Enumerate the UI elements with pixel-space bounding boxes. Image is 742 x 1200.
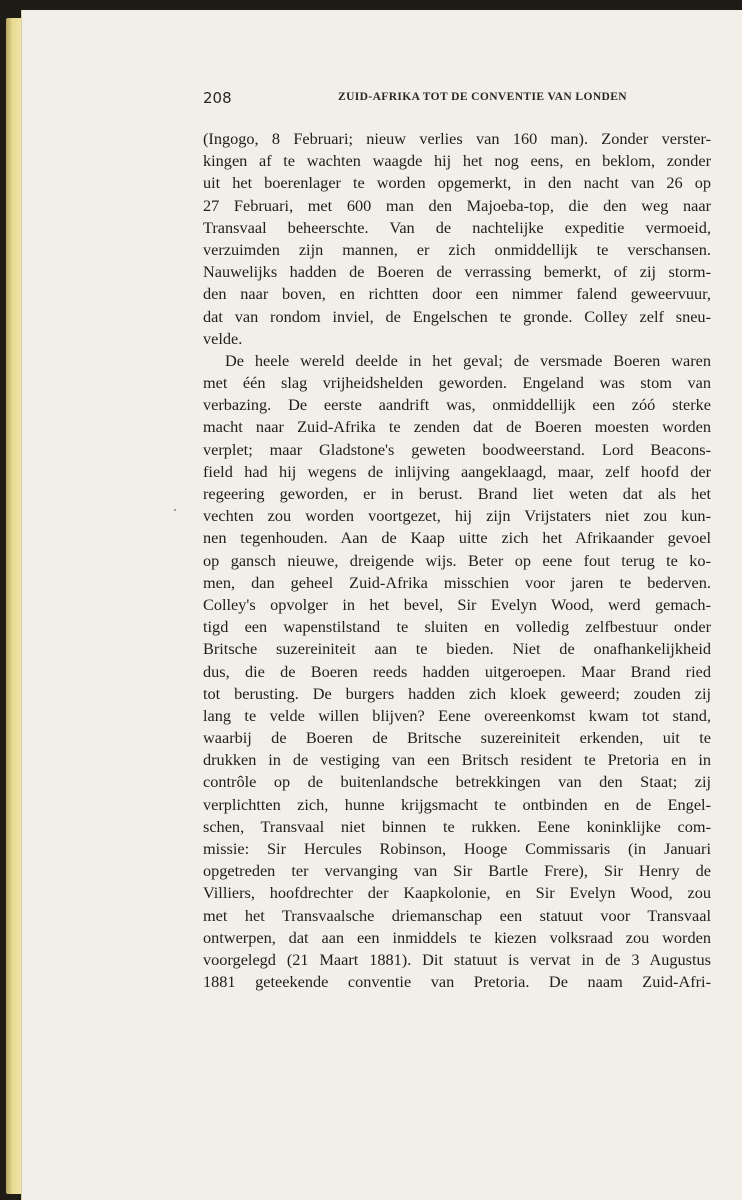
text-line: tigd een wapenstilstand te sluiten en volledig zelfbestuur onder — [203, 617, 711, 637]
page-number: 208 — [203, 89, 232, 107]
text-line: contrôle op de buitenlandsche betrekkingen van den Staat; zij — [203, 772, 711, 792]
text-line: lang te velde willen blijven? Eene overeenkomst kwam tot stand, — [203, 705, 711, 725]
text-line: macht naar Zuid-Afrika te zenden dat de Boeren moesten worden — [203, 417, 711, 437]
text-line: Nauwelijks hadden de Boeren de verrassing bemerkt, of zij storm- — [203, 262, 711, 282]
text-line: uit het boerenlager te worden opgemerkt, in den nacht van 26 op — [203, 173, 711, 193]
text-line: Colley's opvolger in het bevel, Sir Evelyn Wood, werd gemach- — [203, 594, 711, 614]
text-line: Britsche suzereiniteit aan te bieden. Niet de onafhankelijkheid — [203, 639, 711, 659]
text-line: Transvaal beheerschte. Van de nachtelijke expeditie vermoeid, — [203, 217, 711, 237]
text-line: verbazing. De eerste aandrift was, onmiddellijk een zóó sterke — [203, 395, 711, 415]
scan-speck — [174, 509, 176, 511]
text-line: dus, die de Boeren reeds hadden uitgeroepen. Maar Brand ried — [203, 661, 711, 681]
text-line: dat van rondom inviel, de Engelschen te gronde. Colley zelf sneu- — [203, 306, 711, 326]
text-line: drukken in de vestiging van een Britsch resident te Pretoria en in — [203, 750, 711, 770]
text-line: (Ingogo, 8 Februari; nieuw verlies van 160 man). Zonder verster- — [203, 129, 711, 148]
text-line: De heele wereld deelde in het geval; de versmade Boeren waren — [225, 350, 711, 370]
text-line: voorgelegd (21 Maart 1881). Dit statuut is vervat in de 3 Augustus — [203, 949, 711, 969]
text-line: schen, Transvaal niet binnen te rukken. Eene koninklijke com- — [203, 816, 711, 836]
text-line: regeering geworden, er in berust. Brand liet weten dat als het — [203, 484, 711, 503]
text-line: men, dan geheel Zuid-Afrika misschien voor jaren te bederven. — [203, 572, 711, 592]
text-line: missie: Sir Hercules Robinson, Hooge Commissaris (in Januari — [203, 839, 711, 858]
text-line: waarbij de Boeren de Britsche suzereiniteit erkenden, uit te — [203, 728, 711, 748]
text-line: verzuimden zijn mannen, er zich onmiddellijk te verschansen. — [203, 239, 711, 259]
text-line: den naar boven, en richtten door een nimmer falend geweervuur, — [203, 284, 711, 304]
text-line: 1881 geteekende conventie van Pretoria. De naam Zuid-Afri- — [203, 972, 711, 992]
text-line: verplichtten zich, hunne krijgsmacht te ontbinden en de Engel- — [203, 794, 711, 814]
text-line: op gansch nieuwe, dreigende wijs. Beter op eene fout terug te ko- — [203, 550, 711, 570]
text-line: tot berusting. De burgers hadden zich kloek geweerd; zouden zij — [203, 683, 711, 703]
text-line: field had hij wegens de inlijving aangeklaagd, maar, zelf hoofd der — [203, 461, 711, 481]
running-title: ZUID-AFRIKA TOT DE CONVENTIE VAN LONDEN — [338, 91, 627, 103]
text-line: met één slag vrijheidshelden geworden. Engeland was stom van — [203, 373, 711, 393]
text-line: nen tegenhouden. Aan de Kaap uitte zich het Afrikaander gevoel — [203, 528, 711, 548]
running-head — [203, 89, 627, 109]
text-line: Villiers, hoofdrechter der Kaapkolonie, en Sir Evelyn Wood, zou — [203, 883, 711, 903]
text-line: kingen af te wachten waagde hij het nog eens, en beklom, zonder — [203, 151, 711, 171]
paragraph — [203, 350, 711, 993]
body-text — [203, 128, 711, 993]
text-line: ontwerpen, dat aan een inmiddels te kiezen volksraad zou worden — [203, 927, 711, 947]
text-line: opgetreden ter vervanging van Sir Bartle Frere), Sir Henry de — [203, 861, 711, 881]
paragraph — [203, 128, 711, 350]
text-line: 27 Februari, met 600 man den Majoeba-top, die den weg naar — [203, 195, 711, 215]
text-line: velde. — [203, 328, 243, 348]
text-line: vechten zou worden voortgezet, hij zijn Vrijstaters niet zou kun- — [203, 506, 711, 526]
text-line: met het Transvaalsche driemanschap een statuut voor Transvaal — [203, 905, 711, 925]
text-line: verplet; maar Gladstone's geweten boodweerstand. Lord Beacons- — [203, 439, 711, 459]
